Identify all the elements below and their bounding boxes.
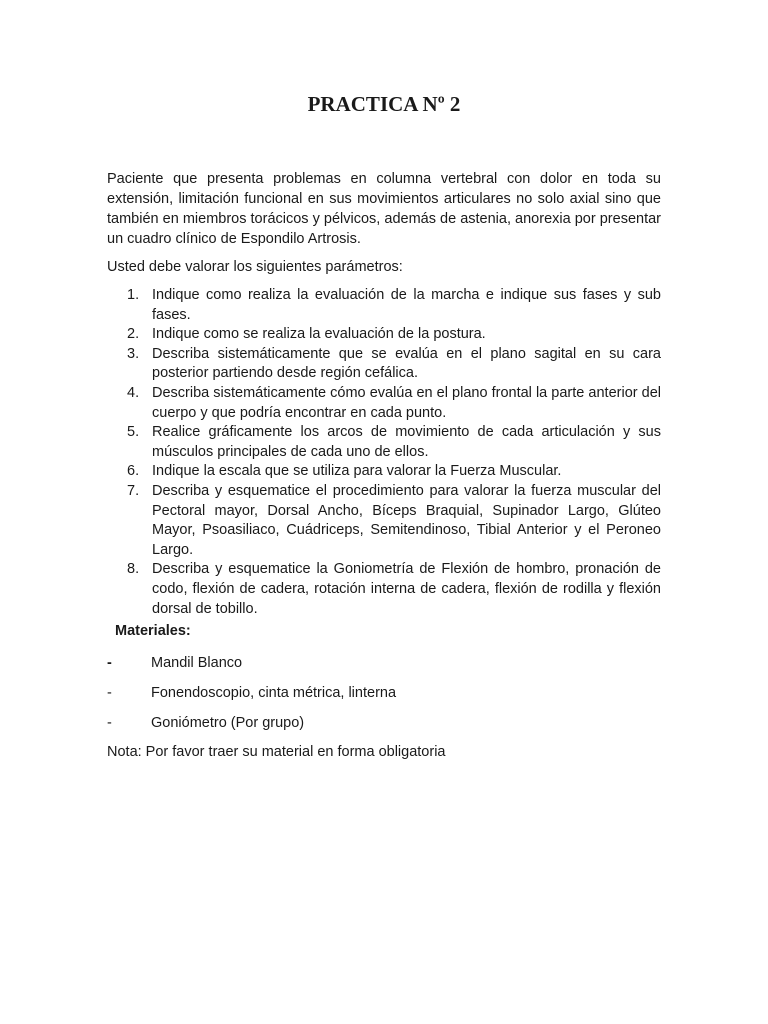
list-item-number: 3. <box>127 345 140 362</box>
list-item <box>107 560 661 619</box>
list-item-text: Describa sistemáticamente cómo evalúa en el plano frontal la parte anterior del cuerpo y que podría encontrar en cada punto. <box>152 384 661 421</box>
instructions-intro: Usted debe valorar los siguientes parámetros: <box>107 259 403 275</box>
page-title: PRACTICA Nº 2 <box>307 92 461 116</box>
list-item-text: Indique como se realiza la evaluación de la postura. <box>152 326 486 343</box>
materials-heading: Materiales: <box>115 623 191 639</box>
list-item <box>107 345 661 384</box>
note-text: Nota: Por favor traer su material en forma obligatoria <box>107 744 446 760</box>
list-item-number: 4. <box>127 384 140 401</box>
list-item-number: 2. <box>127 326 140 343</box>
list-item <box>107 482 661 560</box>
materials-item-text: Mandil Blanco <box>151 655 243 671</box>
list-item-number: 5. <box>127 424 140 441</box>
list-item-text: Describa y esquematice el procedimiento para valorar la fuerza muscular del Pectoral mayor, Dorsal Ancho, Bíceps Braquial, Supinador Largo, Glúteo Mayor, Psoasiliaco, Cuádriceps, Semitendinoso, Tibial Anterior y el Peroneo Largo. <box>152 482 661 558</box>
list-item-text: Describa y esquematice la Goniometría de Flexión de hombro, pronación de codo, flexión de cadera, rotación interna de cadera, flexión de rodilla y flexión dorsal de tobillo. <box>152 561 661 617</box>
list-item-number: 8. <box>127 561 140 578</box>
list-item <box>107 462 661 482</box>
bullet-dash: - <box>107 685 112 701</box>
list-item-number: 1. <box>127 287 140 303</box>
list-item-number: 7. <box>127 482 140 499</box>
bullet-dash: - <box>107 655 112 671</box>
list-item <box>107 286 661 325</box>
list-item <box>107 325 661 345</box>
case-description: Paciente que presenta problemas en columna vertebral con dolor en toda su extensión, limitación funcional en sus movimientos articulares no solo axial sino que también en miembros torácicos y pélvicos, además de astenia, anorexia por presentar un cuadro clínico de Espondilo Artrosis. <box>107 171 661 247</box>
parameters-list <box>107 286 661 619</box>
bullet-dash: - <box>107 715 112 731</box>
list-item-text: Indique la escala que se utiliza para valorar la Fuerza Muscular. <box>152 463 562 480</box>
list-item <box>107 384 661 423</box>
list-item-text: Realice gráficamente los arcos de movimiento de cada articulación y sus músculos principales de cada uno de ellos. <box>152 424 661 460</box>
materials-item-text: Fonendoscopio, cinta métrica, linterna <box>151 685 397 701</box>
list-item <box>107 423 661 462</box>
list-item-text: Describa sistemáticamente que se evalúa en el plano sagital en su cara posterior partiendo desde región cefálica. <box>152 345 661 382</box>
list-item-number: 6. <box>127 463 140 480</box>
list-item-text: Indique como realiza la evaluación de la marcha e indique sus fases y sub fases. <box>152 287 661 323</box>
materials-item-text: Goniómetro (Por grupo) <box>151 715 305 731</box>
